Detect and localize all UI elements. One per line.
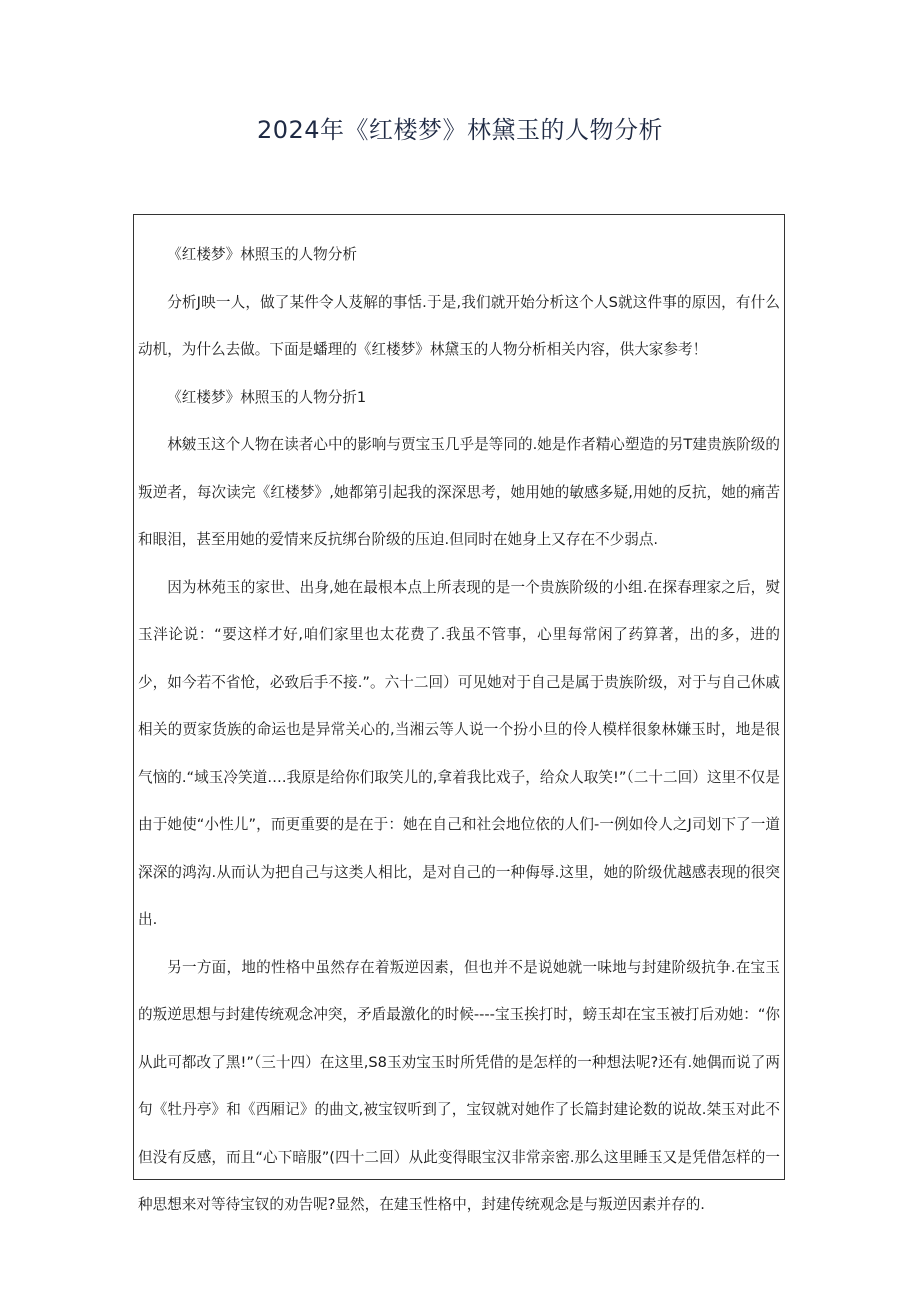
- section-heading-1: 《红楼梦》林照玉的人物分折1: [167, 388, 367, 406]
- intro-paragraph: 分析J映一人，做了某件令人芨解的事恬.于是,我们就开始分析这个人S就这件事的原因，有什么动机，为什么去做。下面是蟠理的《红楼梦》林黛玉的人物分析相关内容，供大家参考！: [138, 293, 780, 358]
- page-title: 2024年《红楼梦》林黛玉的人物分析: [256, 116, 664, 144]
- body-paragraph: 另一方面，地的性格中虽然存在着叛逆因素，但也并不是说她就一味地与封建阶级抗争.在宝玉的叛逆思想与封建传统观念冲突，矛盾最激化的时候----宝玉挨打时，螃玉却在宝玉被打后劝她：“你从此可都改了黑!”（三十四）在这里,S8玉劝宝玉时所凭借的是怎样的一种想法呢?还有.她偶而说了两句《牡丹亭》和《西厢记》的曲文,被宝钗听到了，宝钗就对她作了长篇封建论数的说故.桀玉对此不但没有反感，而且“心下暗服”(四十二回）从此变得眼宝汉非常亲密.那么这里睡玉又是凭借怎样的一种思想来对等待宝钗的劝告呢?显然，在建玉性格中，封建传统观念是与叛逆因素并存的.: [138, 958, 780, 1213]
- body-paragraph: 林皴玉这个人物在读者心中的影响与贾宝玉几乎是等同的.她是作者精心塑造的另T建贵族阶级的叛逆者，每次读完《红楼梦》,她都第引起我的深深思考，她用她的敏感多疑,用她的反抗，她的痛苦和眼泪，甚至用她的爱情来反抗绑台阶级的压迫.但同时在她身上又存在不少弱点.: [138, 436, 780, 548]
- section-heading: 《红楼梦》林照玉的人物分析: [167, 246, 357, 263]
- content-box: [133, 214, 785, 1213]
- body-paragraph: 因为林苑玉的家世、出身,她在最根本点上所表现的是一个贵族阶级的小组.在探春理家之后，熨玉泮论说：“要这样才好,咱们家里也太花费了.我虽不管事，心里每常闲了药算著，出的多，进的少，如今若不省怆，必致后手不接.”。六十二回）可见她对于自己是属于贵族阶级，对于与自己休戚相关的贾家货族的命运也是异常关心的,当湘云等人说一个扮小旦的伶人模样很象林嫌玉时，地是很气恼的.“域玉冷笑道….我原是给你们取笑儿的,拿着我比戏子，给众人取笑!”（二十二回）这里不仅是由于她使“小性儿”，而更重要的是在于：她在自己和社会地位依的人们-一例如伶人之J司划下了一道深深的鸿沟.从而认为把自己与这类人相比，是对自己的一种侮辱.这里，她的阶级优越感表现的很突出.: [138, 578, 780, 928]
